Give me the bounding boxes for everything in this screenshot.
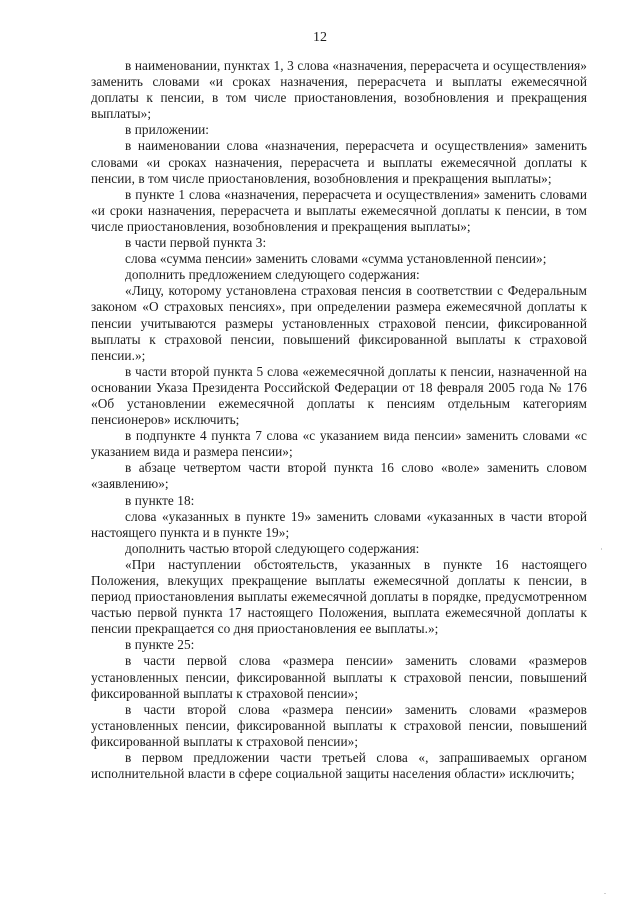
paragraph: дополнить частью второй следующего содержания:	[125, 540, 420, 556]
paragraph: в абзаце четвертом части второй пункта 16 слово «воле» заменить словом «заявлению»;	[91, 460, 587, 492]
page-number: 12	[313, 30, 327, 45]
paragraph: в пункте 1 слова «назначения, перерасчета и осуществления» заменить словами «и сроки назначения, перерасчета и выплаты ежемесячной доплаты к пенсии, в том числе приостановления, возобновления и прекращения выплаты»;	[91, 186, 587, 234]
scan-speck	[604, 893, 606, 894]
scan-speck	[601, 548, 602, 550]
paragraph: в части первой пункта 3:	[125, 235, 267, 251]
paragraph: в наименовании, пунктах 1, 3 слова «назначения, перерасчета и осуществления» заменить словами «и сроках назначения, перерасчета и выплаты ежемесячной доплаты к пенсии, в том числе приостановления, возобновления и прекращения выплаты»;	[91, 58, 587, 122]
paragraph: в части второй пункта 5 слова «ежемесячной доплаты к пенсии, назначенной на основании Указа Президента Российской Федерации от 18 февраля 2005 года № 176 «Об установлении ежемесячной доплаты к пенсиям отдельным категориям пенсионеров» исключить;	[91, 363, 587, 428]
paragraph: в наименовании слова «назначения, перерасчета и осуществления» заменить словами «и сроках назначения, перерасчета и выплаты ежемесячной доплаты к пенсии, в том числе приостановления, возобновления и прекращения выплаты»;	[91, 138, 587, 186]
paragraph: в приложении:	[125, 122, 210, 138]
paragraph: в пункте 25:	[125, 637, 195, 653]
paragraph: в подпункте 4 пункта 7 слова «с указанием вида пенсии» заменить словами «с указанием вида и размера пенсии»;	[91, 428, 587, 460]
paragraph: в пункте 18:	[125, 492, 195, 508]
paragraph: в первом предложении части третьей слова «, запрашиваемых органом исполнительной власти в сфере социальной защиты населения области» исключить;	[91, 750, 587, 782]
document-body	[91, 58, 587, 782]
paragraph: «Лицу, которому установлена страховая пенсия в соответствии с Федеральным законом «О страховых пенсиях», при определении размера ежемесячной доплаты к пенсии учитываются размеры установленных страховой пенсии, фиксированной выплаты к страховой пенсии, повышений фиксированной выплаты к страховой пенсии.»;	[91, 283, 587, 363]
paragraph: слова «сумма пенсии» заменить словами «сумма установленной пенсии»;	[125, 251, 547, 267]
paragraph: слова «указанных в пункте 19» заменить словами «указанных в части второй настоящего пункта и в пункте 19»;	[91, 508, 587, 540]
paragraph: в части второй слова «размера пенсии» заменить словами «размеров установленных пенсии, фиксированной выплаты к страховой пенсии, повышений фиксированной выплаты к страховой пенсии»;	[91, 701, 587, 749]
paragraph: «При наступлении обстоятельств, указанных в пункте 16 настоящего Положения, влекущих прекращение выплаты ежемесячной доплаты к пенсии, в период приостановления выплаты ежемесячной доплаты в порядке, предусмотренном частью первой пункта 17 настоящего Положения, выплата ежемесячной доплаты к пенсии прекращается со дня приостановления ее выплаты.»;	[91, 556, 587, 637]
paragraph: в части первой слова «размера пенсии» заменить словами «размеров установленных пенсии, фиксированной выплаты к страховой пенсии, повышений фиксированной выплаты к страховой пенсии»;	[91, 653, 587, 701]
paragraph: дополнить предложением следующего содержания:	[125, 267, 420, 283]
